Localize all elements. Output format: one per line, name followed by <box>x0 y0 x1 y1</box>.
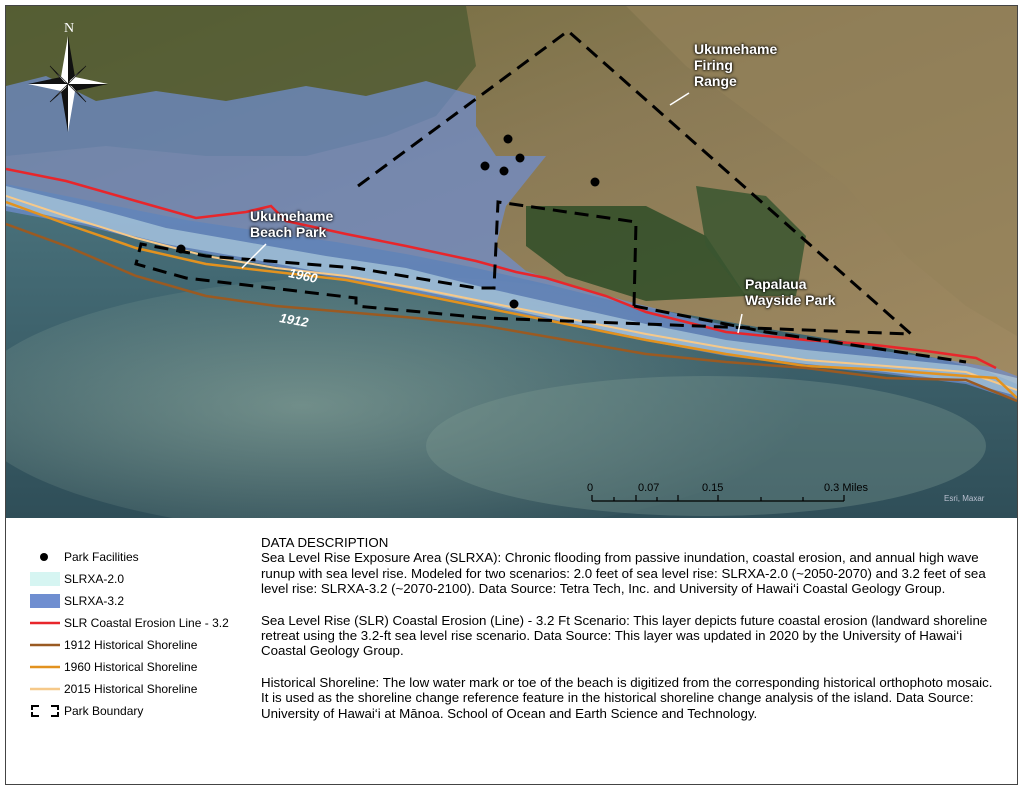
legend-label: SLRXA-3.2 <box>64 594 125 608</box>
legend-item-1960-shoreline <box>30 656 250 678</box>
legend-line-symbol <box>30 639 60 651</box>
label-firing-range-text: Ukumehame Firing Range <box>694 41 778 89</box>
legend-item-park-facilities <box>30 546 250 568</box>
data-description <box>261 535 1001 737</box>
scale-tick-3: 0.3 Miles <box>824 482 869 494</box>
legend-label: Park Boundary <box>64 704 144 718</box>
label-firing-range <box>694 41 777 89</box>
legend-fill-symbol <box>30 593 60 609</box>
facility-point[interactable] <box>500 167 509 176</box>
legend-line-symbol <box>30 683 60 695</box>
legend-item-1912-shoreline <box>30 634 250 656</box>
description-historical-shoreline: Historical Shoreline: The low water mark or toe of the beach is digitized from the corresponding historical orthophoto mosaic. It is used as the shoreline change reference feature in the historical shoreline change analysis of the island. Data Source: University of Hawai‘i at Mānoa. School of Ocean and Earth Science and Technology. <box>261 674 993 721</box>
label-wayside-park-text: Papalaua Wayside Park <box>745 276 836 308</box>
legend-fill-symbol <box>30 571 60 587</box>
facility-point[interactable] <box>591 178 600 187</box>
legend-label: Park Facilities <box>64 550 139 564</box>
legend-item-park-boundary <box>30 700 250 722</box>
compass-north-letter: N <box>64 21 75 36</box>
facility-point[interactable] <box>481 162 490 171</box>
legend-dot-symbol <box>30 551 60 563</box>
description-heading: DATA DESCRIPTION <box>261 535 389 550</box>
label-1960: 1960 <box>287 265 319 286</box>
legend-label: SLR Coastal Erosion Line - 3.2 <box>64 616 229 630</box>
facility-point[interactable] <box>177 245 186 254</box>
label-beach-park <box>250 208 333 240</box>
legend-bracket-symbol <box>30 704 60 718</box>
legend-label: 2015 Historical Shoreline <box>64 682 198 696</box>
aerial-map[interactable] <box>6 6 1017 518</box>
scale-tick-0: 0 <box>587 482 594 494</box>
label-wayside-park <box>745 276 836 308</box>
legend-item-erosion-line <box>30 612 250 634</box>
legend-line-symbol <box>30 661 60 673</box>
label-1912: 1912 <box>278 310 310 330</box>
legend-label: SLRXA-2.0 <box>64 572 125 586</box>
facility-point[interactable] <box>504 135 513 144</box>
facility-point[interactable] <box>510 300 519 309</box>
legend-label: 1960 Historical Shoreline <box>64 660 198 674</box>
legend-label: 1912 Historical Shoreline <box>64 638 198 652</box>
scale-tick-2: 0.15 <box>702 482 724 494</box>
legend-line-symbol <box>30 617 60 629</box>
label-beach-park-text: Ukumehame Beach Park <box>250 208 334 240</box>
reef-patch <box>426 376 986 516</box>
legend-item-slrxa-3-2 <box>30 590 250 612</box>
map-attribution: Esri, Maxar <box>944 494 985 503</box>
legend-item-slrxa-2-0 <box>30 568 250 590</box>
scale-tick-1: 0.07 <box>638 482 660 494</box>
map-panel[interactable] <box>6 6 1017 518</box>
description-erosion-line: Sea Level Rise (SLR) Coastal Erosion (Line) - 3.2 Ft Scenario: This layer depicts future coastal erosion (landward shoreline retreat using the 3.2-ft sea level rise scenario. Data Source: This layer was updated in 2020 by the University of Hawai‘i Coastal Geology Group. <box>261 612 988 659</box>
map-legend <box>30 546 250 722</box>
legend-item-2015-shoreline <box>30 678 250 700</box>
description-slrxa: Sea Level Rise Exposure Area (SLRXA): Chronic flooding from passive inundation, coastal erosion, and annual high wave runup with sea level rise. Modeled for two scenarios: 2.0 feet of sea level rise: SLRXA-2.0 (~2050-2070) and 3.2 feet of sea level rise: SLRXA-3.2 (~2070-2100). Data Source: Tetra Tech, Inc. and University of Hawai‘i Coastal Geology Group. <box>261 550 986 597</box>
facility-point[interactable] <box>516 154 525 163</box>
